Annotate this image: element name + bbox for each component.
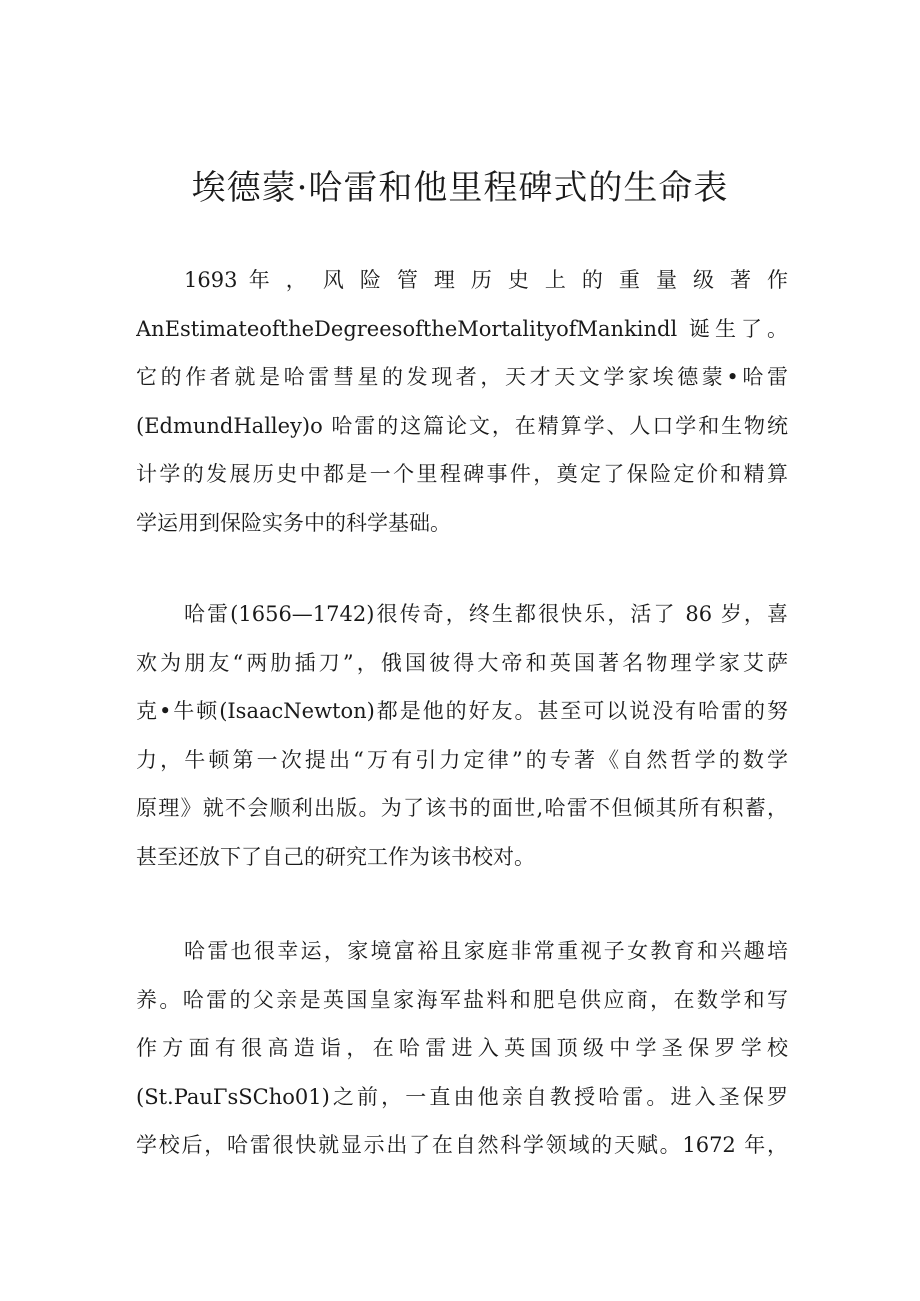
- paragraph-1: [136, 256, 788, 547]
- paragraph-line: 哈雷(1656—1742)很传奇，终生都很快乐，活了 86 岁，喜: [184, 602, 788, 626]
- paragraph-line: 1693 年 ， 风 险 管 理 历 史 上 的 重 量 级 著 作: [184, 268, 788, 292]
- paragraph-line: 它的作者就是哈雷彗星的发现者，天才天文学家埃德蒙•哈雷: [136, 365, 788, 389]
- paragraph-line: 计学的发展历史中都是一个里程碑事件，奠定了保险定价和精算: [136, 462, 788, 486]
- paragraph-line: 甚至还放下了自己的研究工作为该书校对。: [136, 844, 535, 869]
- paragraph-line: 作方面有很高造诣，在哈雷进入英国顶级中学圣保罗学校: [136, 1036, 788, 1060]
- paragraph-line: (EdmundHalley)o 哈雷的这篇论文，在精算学、人口学和生物统: [136, 413, 788, 438]
- page-title: 埃德蒙·哈雷和他里程碑式的生命表: [191, 168, 729, 208]
- paragraph-2: [136, 590, 788, 881]
- paragraph-line: 学校后，哈雷很快就显示出了在自然科学领域的天赋。1672 年，: [136, 1133, 788, 1157]
- paragraph-line: 克•牛顿(IsaacNewton)都是他的好友。甚至可以说没有哈雷的努: [136, 699, 788, 723]
- paragraph-line: (St.PauΓsSCho01)之前，一直由他亲自教授哈雷。进入圣保罗: [136, 1084, 788, 1109]
- paragraph-line: AnEstimateoftheDegreesoftheMortalityofMankindl 诞生了。: [136, 316, 788, 341]
- paragraph-line: 学运用到保险实务中的科学基础。: [136, 510, 451, 535]
- paragraph-line: 原理》就不会顺利出版。为了该书的面世,哈雷不但倾其所有积蓄，: [136, 796, 788, 820]
- paragraph-line: 养。哈雷的父亲是英国皇家海军盐料和肥皂供应商，在数学和写: [136, 987, 788, 1012]
- paragraph-line: 欢为朋友“两肋插刀”，俄国彼得大帝和英国著名物理学家艾萨: [136, 650, 788, 675]
- paragraph-line: 力，牛顿第一次提出“万有引力定律”的专著《自然哲学的数学: [136, 747, 788, 772]
- paragraph-line: 哈雷也很幸运，家境富裕且家庭非常重视子女教育和兴趣培: [184, 939, 788, 963]
- paragraph-3: [136, 927, 788, 1170]
